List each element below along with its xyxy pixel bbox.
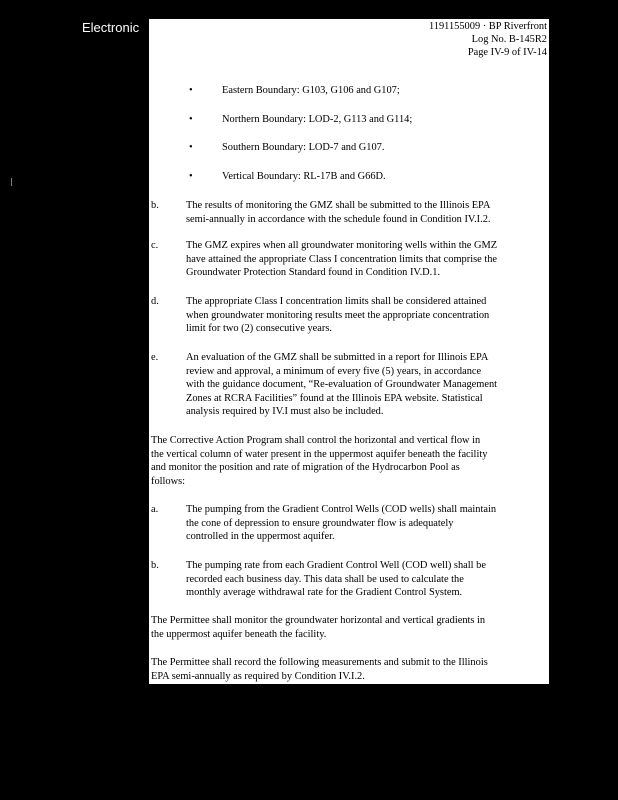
- item-text: The GMZ expires when all groundwater monitoring wells within the GMZ have attained the appropriate Class I concentration limits that comprise the Groundwater Protection Standard found in Condition IV.D.1.: [186, 240, 498, 279]
- corner-label: Electronic: [82, 20, 140, 35]
- bullet-dot: •: [189, 142, 193, 153]
- bullet-text: Southern Boundary: LOD-7 and G107.: [222, 142, 385, 153]
- scan-mark: [11, 178, 12, 186]
- bullet-text: Northern Boundary: LOD-2, G113 and G114;: [222, 114, 413, 125]
- paragraph: The Permittee shall monitor the groundwater horizontal and vertical gradients in the uppermost aquifer beneath the facility.: [151, 615, 486, 640]
- bullet-text: Vertical Boundary: RL-17B and G66D.: [222, 171, 386, 182]
- item-text: The pumping from the Gradient Control Wells (COD wells) shall maintain the cone of depression to ensure groundwater flow is adequately controlled in the uppermost aquifer.: [186, 504, 497, 543]
- header-page-number: Page IV-9 of IV-14: [467, 47, 547, 58]
- item-text: The results of monitoring the GMZ shall be submitted to the Illinois EPA semi-annually in accordance with the schedule found in Condition IV.I.2.: [186, 200, 491, 225]
- item-text: The appropriate Class I concentration limits shall be considered attained when groundwater monitoring results meet the appropriate concentration limit for two (2) consecutive years.: [186, 296, 490, 335]
- bullet-text: Eastern Boundary: G103, G106 and G107;: [222, 85, 400, 96]
- bullet-dot: •: [189, 171, 193, 182]
- page-header: [429, 20, 547, 59]
- item-letter: a.: [151, 504, 159, 515]
- item-letter: e.: [151, 352, 159, 363]
- item-letter: b.: [151, 200, 159, 211]
- paragraph: The Permittee shall record the following measurements and submit to the Illinois EPA semi-annually as required by Condition IV.I.2.: [151, 657, 488, 682]
- document-page: [149, 19, 549, 684]
- paragraph: The Corrective Action Program shall control the horizontal and vertical flow in the vertical column of water present in the uppermost aquifer beneath the facility and monitor the position and rate of migration of the Hydrocarbon Pool as follows:: [151, 435, 488, 487]
- item-letter: b.: [151, 560, 159, 571]
- bullet-dot: •: [189, 114, 193, 125]
- header-log-number: Log No. B-145R2: [471, 34, 547, 45]
- item-letter: c.: [151, 240, 159, 251]
- item-text: The pumping rate from each Gradient Control Well (COD well) shall be recorded each business day. This data shall be used to calculate the monthly average withdrawal rate for the Gradient Control System.: [186, 560, 486, 599]
- bullet-dot: •: [189, 85, 193, 96]
- item-text: An evaluation of the GMZ shall be submitted in a report for Illinois EPA review and approval, a minimum of every five (5) years, in accordance with the guidance document, “Re-evaluation of Groundwater Management Zones at RCRA Facilities” found at the Illinois EPA website. Statistical analysis required by IV.I must also be included.: [186, 352, 498, 418]
- item-letter: d.: [151, 296, 159, 307]
- header-facility-id: 1191155009 · BP Riverfront: [428, 21, 547, 32]
